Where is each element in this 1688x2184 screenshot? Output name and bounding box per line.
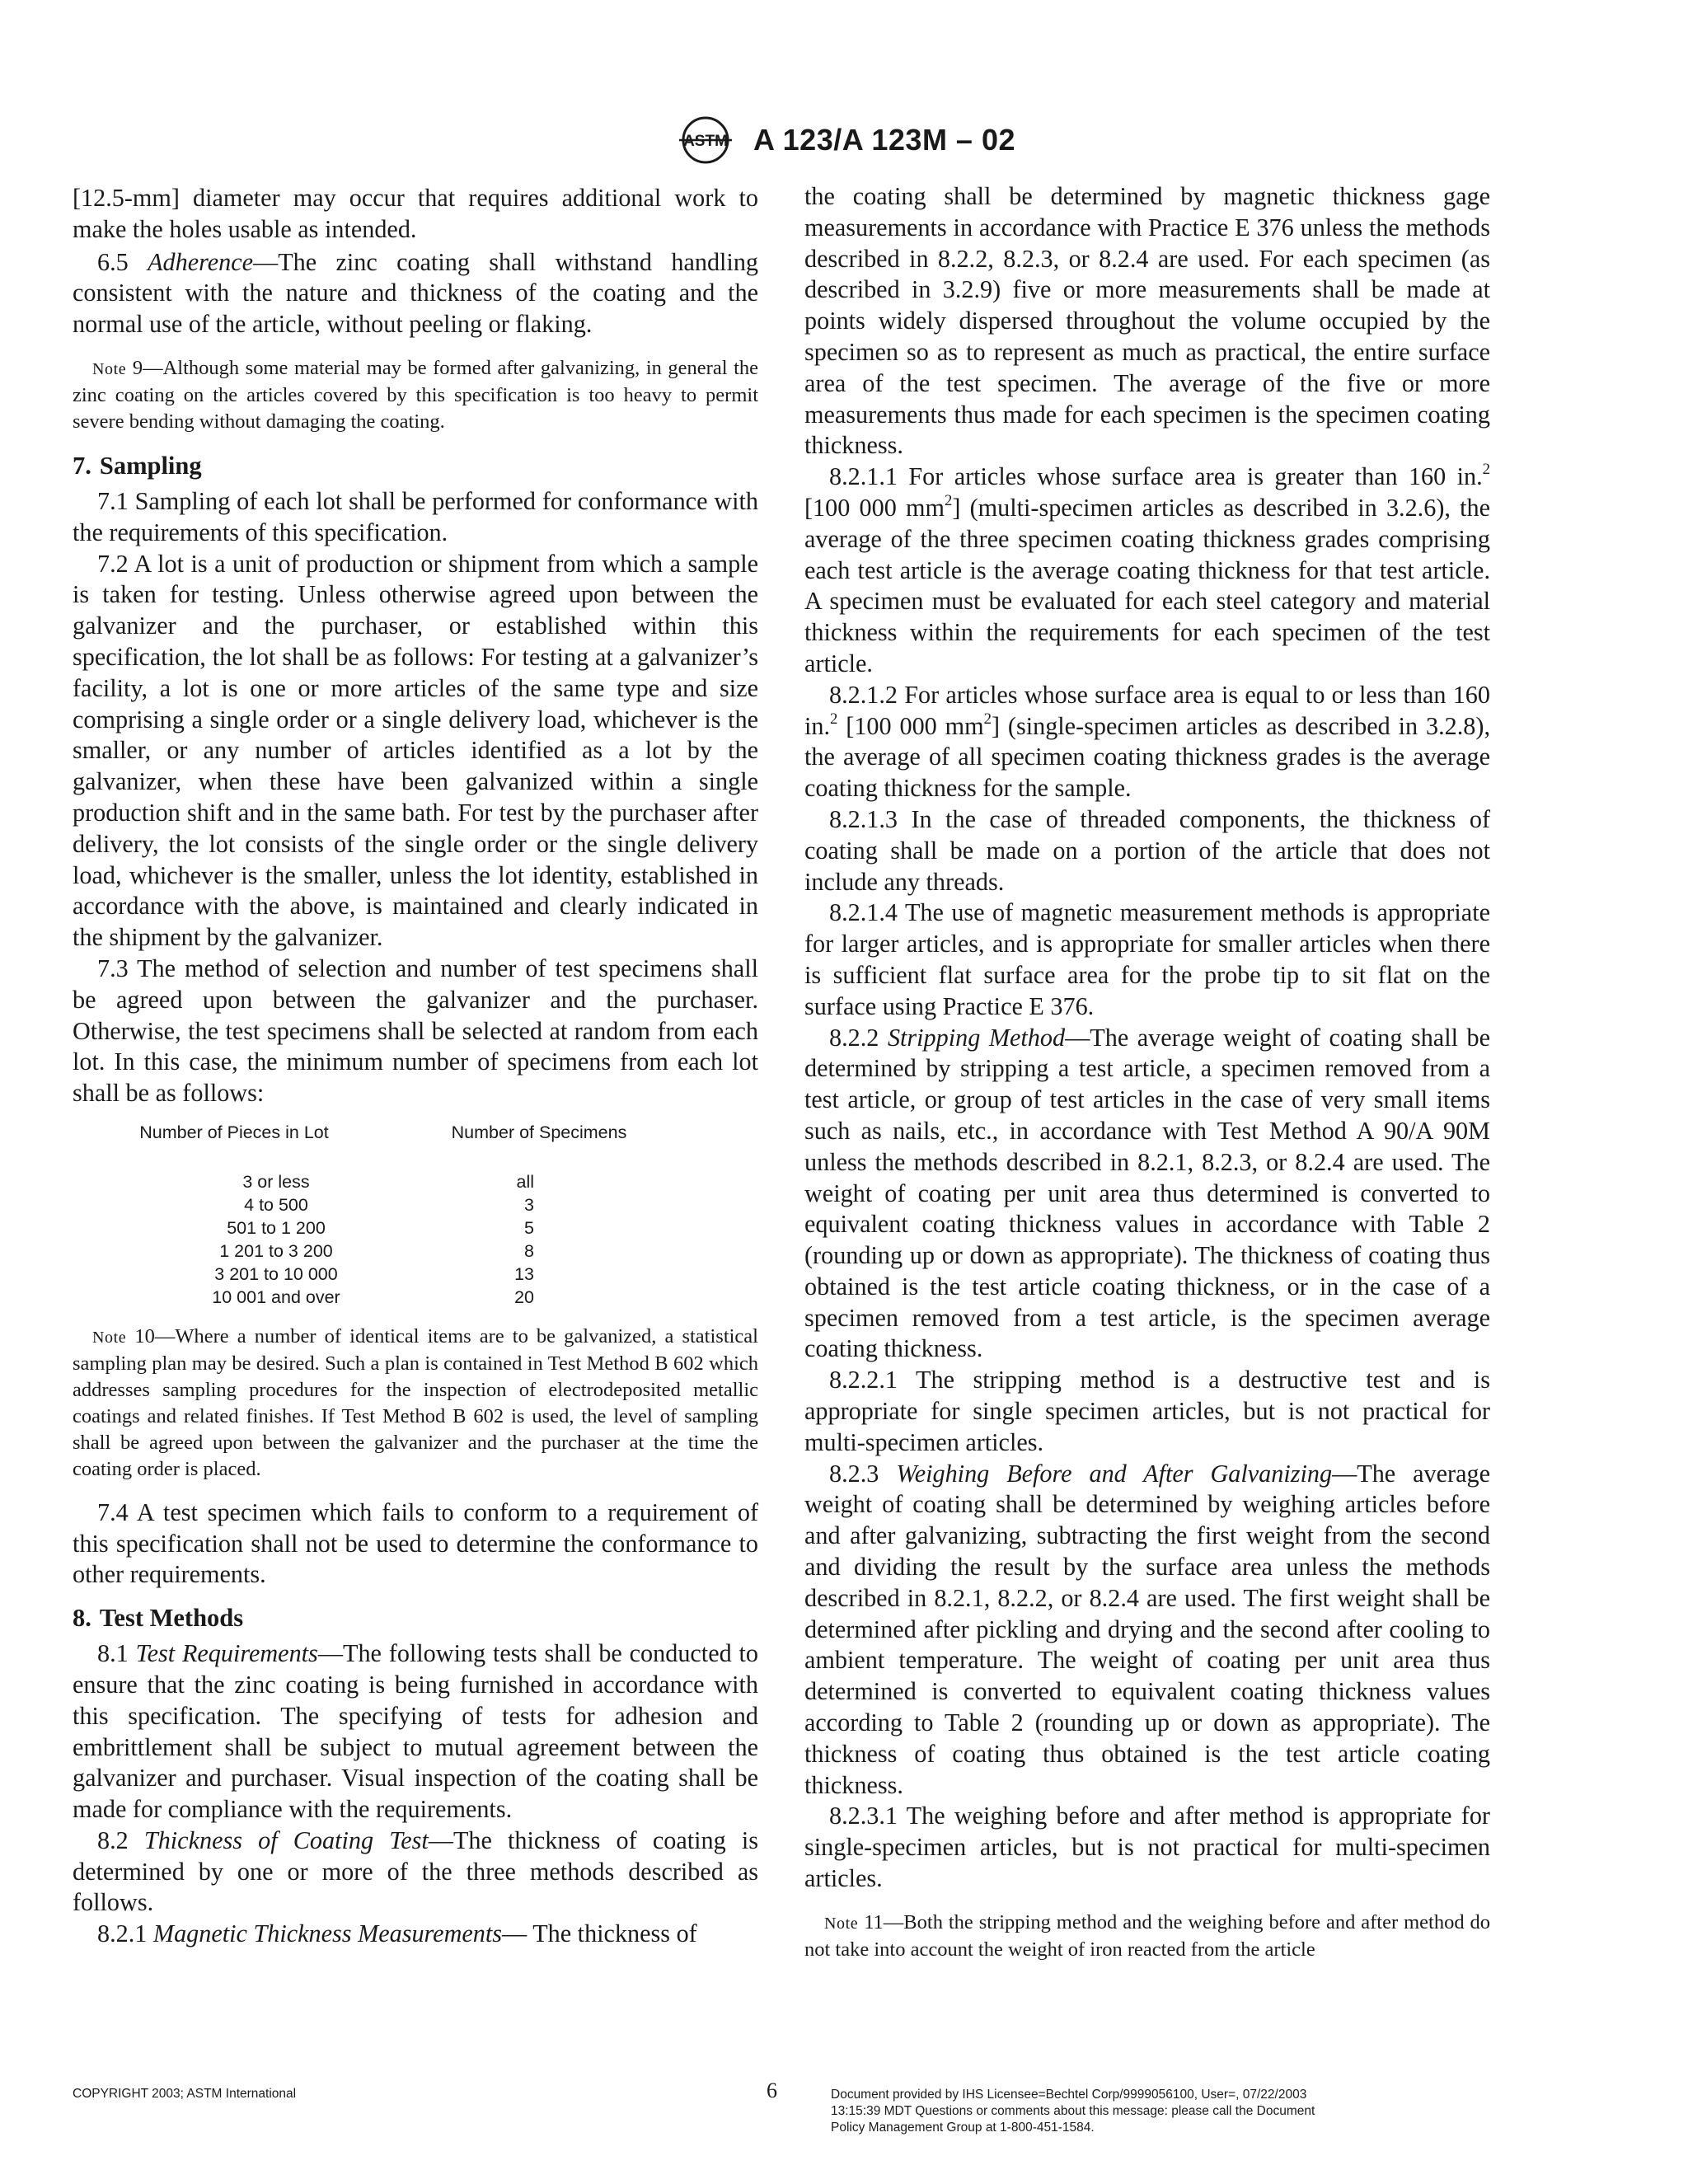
right-column [804,181,1490,1978]
table-row: 3 201 to 10 000 13 [214,1263,534,1284]
paragraph-7-4: 7.4 A test specimen which fails to conform to a requirement of this specification shall not be used to determine the conformance to other requirements. [73,1497,758,1589]
astm-logo-text: ASTM [683,133,728,150]
paragraph-7-1: 7.1 Sampling of each lot shall be performed for conformance with the requirements of this specification. [73,486,758,546]
table-row: 3 or less all [242,1171,534,1192]
left-column [73,183,758,1950]
paragraph-8-2-2-1: 8.2.2.1 The stripping method is a destructive test and is appropriate for single specimen articles, but is not practical for multi-specimen articles. [804,1366,1490,1456]
page-header [0,115,1688,165]
paragraph-8-2-1-2: 8.2.1.2 For articles whose surface area is equal to or less than 160 in.$^2$ [100 000 $mm^2$] (single-specimen articles as described in 3.2.8), the average of all specimen coating thickness grades is the average coating thickness for the sample. [804,680,1490,803]
adherence-title: Adherence [148,247,254,276]
paragraph-8-1: 8.1 Test Requirements—The following tests shall be conducted to ensure that the zinc coating is being furnished in accordance with this specification. The specifying of tests for adhesion and embrittlement shall be subject to mutual agreement between the galvanizer and purchaser. Visual inspection of the coating shall be made for compliance with the requirements. [73,1639,758,1824]
paragraph-8-2-1-3: 8.2.1.3 In the case of threaded components, the thickness of coating shall be made on a portion of the article that does not include any threads. [804,804,1490,896]
table-header-specimens: Number of Specimens [451,1122,627,1142]
note-10: Note 10—Where a number of identical items are to be galvanized, a statistical sampling plan may be desired. Such a plan is contained in Test Method B 602 which addresses sampling procedures for the inspection of electrodeposited metallic coatings and related finishes. If Test Method B 602 is used, the level of sampling shall be agreed upon between the galvanizer and the purchaser at the time the coating order is placed. [73,1324,758,1480]
section-8-heading: 8. Test Methods [73,1604,244,1633]
paragraph-6-5: 6.5 Adherence—The zinc coating shall withstand handling consistent with the nature and thickness of the coating and the normal use of the article, without peeling or flaking. [73,247,759,339]
paragraph-7-3: 7.3 The method of selection and number of test specimens shall be agreed upon between the galvanizer and the purchaser. Otherwise, the test specimens shall be selected at random from each lot. In this case, the minimum number of specimens from each lot shall be as follows: [73,954,758,1108]
paragraph-8-2-3: 8.2.3 Weighing Before and After Galvanizing—The average weight of coating shall be determined by weighing articles before and after galvanizing, subtracting the first weight from the second and dividing the result by the surface area unless the methods described in 8.2.1, 8.2.2, or 8.2.4 are used. The first weight shall be determined after pickling and drying and the second after cooling to ambient temperature. The weight of coating per unit area thus determined is converted to equivalent coating thickness values according to Table 2 (rounding up or down as appropriate). The thickness of coating thus obtained is the test article coating thickness. [804,1459,1490,1799]
note-11: Note 11—Both the stripping method and the weighing before and after method do not take into account the weight of iron reacted from the article [804,1910,1490,1961]
astm-logo-icon [673,115,738,165]
note-9: Note 9—Although some material may be formed after galvanizing, in general the zinc coating on the articles covered by this specification is too heavy to permit severe bending without damaging the coating. [73,356,758,433]
specimen-table [73,1118,687,1309]
table-row: 4 to 500 3 [244,1194,534,1215]
paragraph-7-2: 7.2 A lot is a unit of production or shipment from which a sample is taken for testing. Unless otherwise agreed upon between the galvanizer and the purchaser, or established within this specification, the lot shall be as follows: For testing at a galvanizer’s facility, a lot is one or more articles of the same type and size comprising a single order or a single delivery load, whichever is the smaller, or any number of articles identified as a lot by the galvanizer, when these have been galvanized within a single production shift and in the same bath. For test by the purchaser after delivery, the lot consists of the single order or the single delivery load, whichever is the smaller, unless the lot identity, established in accordance with the above, is maintained and clearly indicated in the shipment by the galvanizer. [73,549,758,952]
paragraph-8-2-1-1: 8.2.1.1 For articles whose surface area is greater than 160 in.$^2$ [100 000 $mm^2$] (multi-specimen articles as described in 3.2.6), the average of the three specimen coating thickness grades comprising each test article is the average coating thickness for that test article. A specimen must be evaluated for each steel category and material thickness within the requirements for each specimen of the test article. [804,461,1491,677]
paragraph-8-2-1: 8.2.1 Magnetic Thickness Measurements— The thickness of [97,1919,697,1948]
standard-designation: A 123/A 123M – 02 [753,123,1015,157]
page-number: 6 [767,2079,777,2102]
copyright-notice: COPYRIGHT 2003; ASTM International [73,2087,297,2101]
paragraph-continuation: [12.5-mm] diameter may occur that requires additional work to make the holes usable as intended. [73,184,758,243]
section-7-heading: 7. Sampling [73,451,202,480]
paragraph-8-2-2: 8.2.2 Stripping Method—The average weight of coating shall be determined by stripping a test article, a specimen removed from a test article, or group of test articles in the case of very small items such as nails, etc., in accordance with Test Method A 90/A 90M unless the methods described in 8.2.1, 8.2.3, or 8.2.4 are used. The weight of coating per unit area thus determined is converted to equivalent coating thickness values in accordance with Table 2 (rounding up or down as appropriate). The thickness of coating thus obtained is the test article coating thickness, or in the case of a specimen removed from a test article, is the specimen average coating thickness. [804,1023,1491,1363]
paragraph-8-2-1-continuation: the coating shall be determined by magnetic thickness gage measurements in accordance with Practice E 376 unless the methods described in 8.2.2, 8.2.3, or 8.2.4 are used. For each specimen (as described in 3.2.9) five or more measurements shall be made at points widely dispersed throughout the volume occupied by the specimen so as to represent as much as practical, the entire surface area of the test specimen. The average of the five or more measurements thus made for each specimen is the specimen coating thickness. [804,182,1490,460]
paragraph-8-2-3-1: 8.2.3.1 The weighing before and after method is appropriate for single-specimen articles, but is not practical for multi-specimen articles. [804,1802,1490,1893]
table-row: 1 201 to 3 200 8 [219,1240,534,1261]
document-provenance: Document provided by IHS Licensee=Bechtel Corp/9999056100, User=, 07/22/2003 13:15:39 MDT Questions or comments about this message: please call the Document Policy Management Group at 1-800-451-1584. [831,2088,1315,2135]
paragraph-8-2-1-4: 8.2.1.4 The use of magnetic measurement methods is appropriate for larger articles, and is appropriate for smaller articles when there is sufficient flat surface area for the probe tip to sit flat on the surface using Practice E 376. [804,898,1490,1020]
paragraph-8-2: 8.2 Thickness of Coating Test—The thickness of coating is determined by one or more of the three methods described as follows. [73,1825,759,1917]
table-header-pieces: Number of Pieces in Lot [139,1122,329,1142]
table-row: 10 001 and over 20 [212,1286,534,1307]
table-row: 501 to 1 200 5 [227,1217,534,1238]
